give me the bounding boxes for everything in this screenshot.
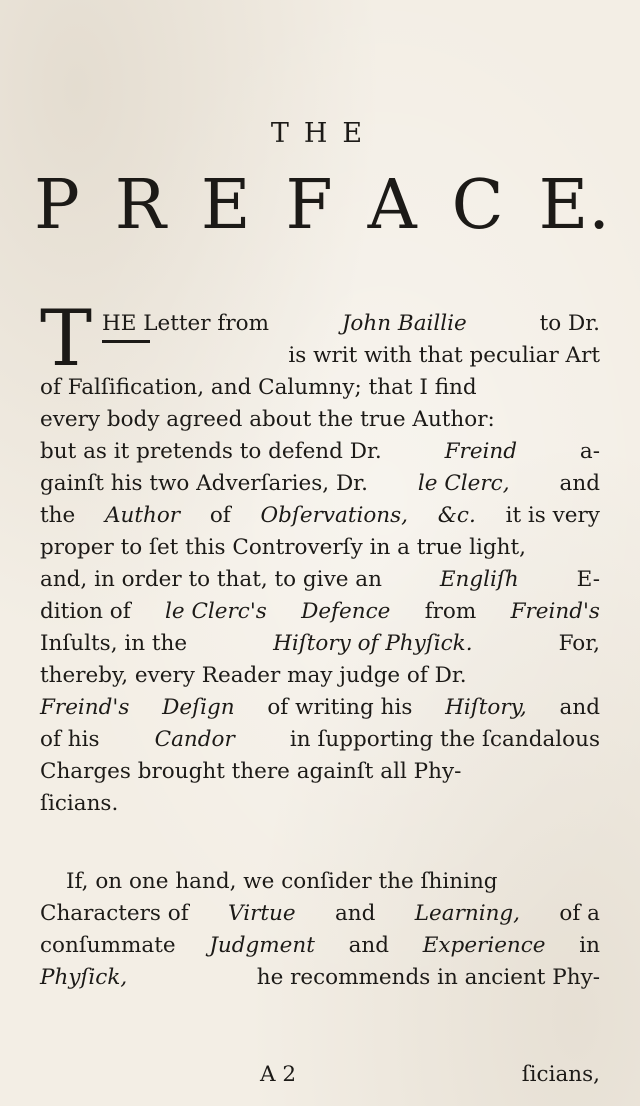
text-line: [40, 930, 600, 962]
text-segment: and, in order to that, to give an: [40, 567, 382, 592]
paragraph-2: [40, 866, 600, 994]
text-segment: and: [334, 901, 376, 926]
text-line: [40, 436, 600, 468]
text-segment: dition of: [40, 599, 131, 624]
text-line: [40, 962, 600, 994]
title-letter: F: [285, 166, 333, 245]
page-footer: [40, 1062, 600, 1094]
signature-mark: A 2: [260, 1062, 297, 1087]
text-segment-italic: Deſign: [162, 695, 235, 720]
title-letter: A: [367, 166, 417, 245]
text-segment-italic: Learning,: [414, 901, 521, 926]
text-segment: gainſt his two Adverſaries, Dr.: [40, 471, 368, 496]
text-segment: in ſupporting the ſcandalous: [289, 727, 600, 752]
text-segment: of his: [40, 727, 100, 752]
text-segment: and: [348, 933, 390, 958]
text-segment-italic: Freind: [444, 439, 518, 464]
catchword: ſicians,: [521, 1062, 600, 1087]
text-segment-italic: Phyſick,: [40, 965, 128, 990]
text-segment: every body agreed about the true Author:: [40, 407, 495, 432]
text-line: [40, 372, 600, 404]
dash-rule: [102, 340, 150, 343]
text-line: [40, 756, 600, 788]
text-segment: If, on one hand, we conſider the ſhining: [66, 869, 498, 894]
text-segment: it is very: [505, 503, 600, 528]
text-line: [40, 628, 600, 660]
text-segment: and: [559, 471, 600, 496]
text-line: [102, 340, 600, 372]
text-segment: to Dr.: [539, 311, 600, 336]
title-letter: E: [200, 166, 251, 245]
opening-lines: [102, 308, 600, 372]
text-segment: For,: [558, 631, 600, 656]
text-segment-italic: Virtue: [228, 901, 296, 926]
drop-cap: T: [40, 294, 93, 384]
text-segment-italic: Defence: [301, 599, 391, 624]
text-line: [40, 724, 600, 756]
text-segment-italic: Freind's: [510, 599, 600, 624]
text-segment-italic: le Clerc's: [165, 599, 267, 624]
text-segment: in: [579, 933, 600, 958]
text-segment: E-: [576, 567, 600, 592]
text-line: [102, 308, 600, 340]
text-line: [40, 564, 600, 596]
text-segment: of Falſification, and Calumny; that I find: [40, 375, 477, 400]
text-segment-italic: Hiſtory of Phyſick.: [273, 631, 473, 656]
text-line: [40, 660, 600, 692]
title-letter: R: [114, 166, 166, 245]
title-letter: E.: [538, 166, 610, 245]
text-line: [40, 404, 600, 436]
heading-the: THE: [270, 118, 378, 149]
text-segment: thereby, every Reader may judge of Dr.: [40, 663, 467, 688]
text-segment: but as it pretends to defend Dr.: [40, 439, 382, 464]
title-letter: C: [451, 166, 504, 245]
text-line: [40, 532, 600, 564]
text-segment: of writing his: [267, 695, 413, 720]
text-segment: from: [424, 599, 477, 624]
text-segment: Charges brought there againſt all Phy-: [40, 759, 462, 784]
text-segment-italic: le Clerc,: [417, 471, 510, 496]
text-segment-italic: Judgment: [209, 933, 315, 958]
text-segment: the: [40, 503, 76, 528]
text-segment: Characters of: [40, 901, 189, 926]
text-segment: of a: [559, 901, 600, 926]
text-line: [40, 468, 600, 500]
text-segment: a-: [579, 439, 600, 464]
text-segment-italic: Author: [104, 503, 181, 528]
text-segment: ſicians.: [40, 791, 119, 816]
text-segment: Inſults, in the: [40, 631, 188, 656]
text-segment-italic: John Baillie: [341, 311, 467, 336]
text-segment-italic: Experience: [422, 933, 546, 958]
text-line: [40, 692, 600, 724]
text-line: [40, 500, 600, 532]
text-segment: and: [559, 695, 600, 720]
text-segment-italic: Candor: [154, 727, 235, 752]
text-line: [40, 596, 600, 628]
text-segment-italic: &c.: [437, 503, 476, 528]
title-letter: P: [34, 166, 80, 245]
text-segment: he recommends in ancient Phy-: [256, 965, 600, 990]
text-segment-italic: Freind's: [40, 695, 130, 720]
text-segment: conſummate: [40, 933, 176, 958]
text-segment-italic: Obſervations,: [260, 503, 409, 528]
text-segment-italic: Engliſh: [439, 567, 519, 592]
paragraph-1: [40, 372, 600, 820]
page-title: [34, 166, 610, 245]
text-line: [40, 788, 600, 820]
text-line: [40, 898, 600, 930]
text-segment: of: [209, 503, 231, 528]
text-line: [40, 866, 600, 898]
text-segment: proper to ſet this Controverſy in a true light,: [40, 535, 526, 560]
text-segment: HE Letter from: [102, 311, 269, 336]
text-segment: is writ with that peculiar Art: [288, 343, 600, 368]
text-segment-italic: Hiſtory,: [445, 695, 527, 720]
